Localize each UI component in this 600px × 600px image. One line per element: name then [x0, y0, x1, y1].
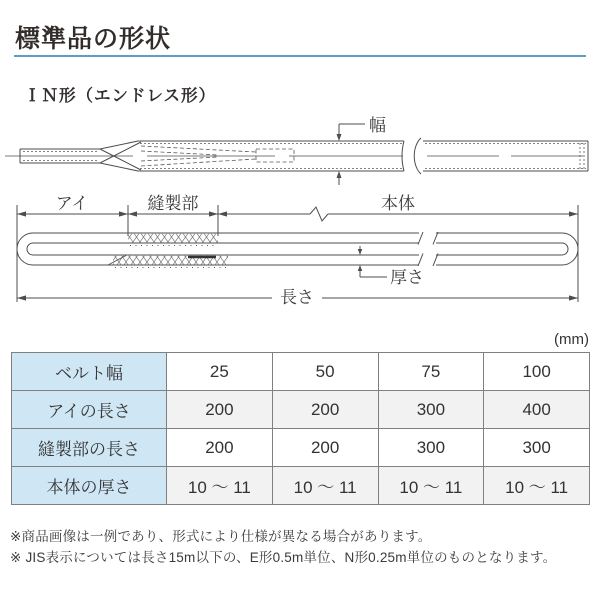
title-underline — [14, 55, 586, 57]
segment-dimensions — [17, 194, 578, 302]
table-cell: 25 — [167, 353, 273, 391]
table-cell: 50 — [272, 353, 378, 391]
row-label-body-thickness: 本体の厚さ — [12, 467, 167, 505]
table-row-sewn-length — [12, 429, 590, 467]
table-unit-label: (mm) — [554, 331, 589, 348]
sling-loop-outline — [17, 229, 578, 268]
spec-table — [11, 352, 590, 505]
page-title: 標準品の形状 — [15, 25, 172, 53]
table-cell: 300 — [378, 391, 484, 429]
footnote-jis: ※ JIS表示については長さ15m以下の、E形0.5m単位、N形0.25m単位のものとなります。 — [10, 550, 557, 565]
table-cell: 10 ～ 11 — [272, 467, 378, 505]
row-label-eye-length: アイの長さ — [12, 391, 167, 429]
length-dimension — [17, 288, 578, 307]
belt-top-view-outline — [5, 138, 594, 174]
row-label-sewn-length: 縫製部の長さ — [12, 429, 167, 467]
table-cell: 200 — [167, 429, 273, 467]
table-cell: 200 — [272, 429, 378, 467]
table-cell: 300 — [484, 429, 590, 467]
table-cell: 300 — [378, 429, 484, 467]
thickness-dimension — [358, 246, 424, 287]
thickness-dim-label: 厚さ — [390, 268, 424, 287]
table-cell: 400 — [484, 391, 590, 429]
table-cell: 10 ～ 11 — [167, 467, 273, 505]
product-type-heading: ＩＮ形（エンドレス形） — [24, 87, 217, 105]
table-row-body-thickness — [12, 467, 590, 505]
row-label-belt-width: ベルト幅 — [12, 353, 167, 391]
footnote-product-image: ※商品画像は一例であり、形式により仕様が異なる場合があります。 — [10, 529, 432, 544]
width-dimension — [337, 116, 387, 185]
table-cell: 10 ～ 11 — [378, 467, 484, 505]
belt-side-view-diagram — [0, 192, 600, 310]
body-dim-label: 本体 — [381, 194, 415, 213]
table-cell: 75 — [378, 353, 484, 391]
table-row-eye-length — [12, 391, 590, 429]
length-dim-label: 長さ — [280, 288, 314, 307]
table-cell: 200 — [272, 391, 378, 429]
table-row-belt-width — [12, 353, 590, 391]
eye-dim-label: アイ — [55, 194, 89, 213]
table-cell: 100 — [484, 353, 590, 391]
stitch-hatch-top — [128, 234, 218, 243]
table-cell: 200 — [167, 391, 273, 429]
table-cell: 10 ～ 11 — [484, 467, 590, 505]
belt-top-view-diagram — [0, 108, 600, 190]
width-dim-label: 幅 — [369, 116, 386, 135]
sewn-section-dim-label: 縫製部 — [147, 194, 199, 213]
